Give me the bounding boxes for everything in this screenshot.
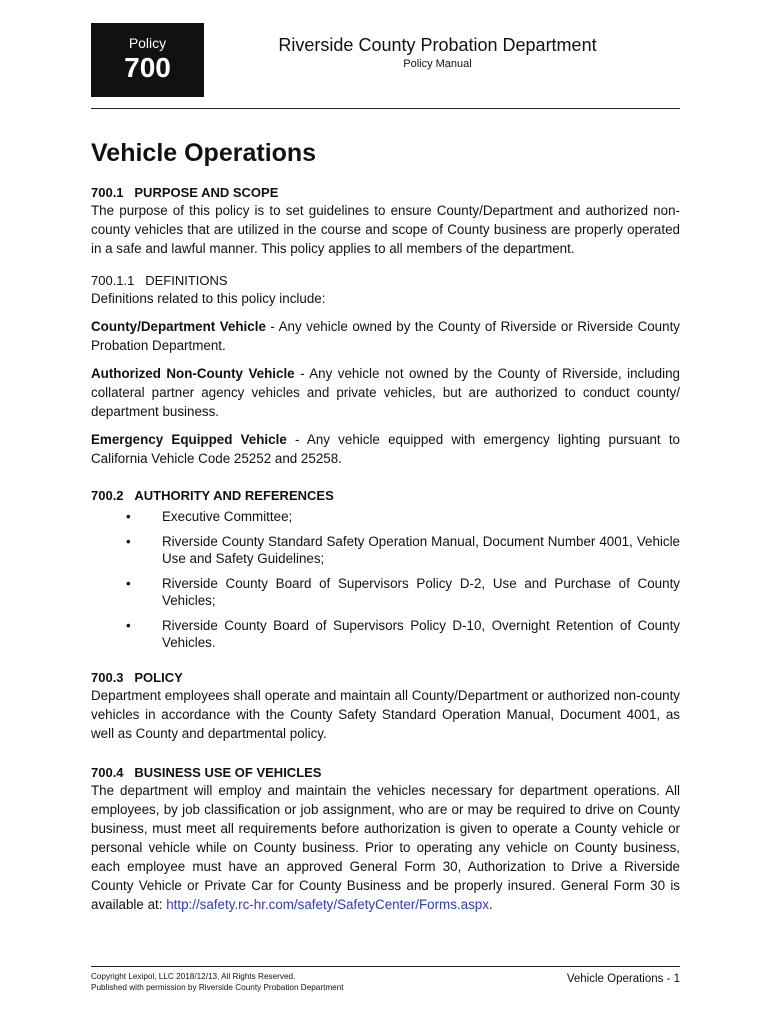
definition-item: [91, 430, 680, 468]
definition-item: [91, 364, 680, 421]
policy-number: 700: [124, 52, 171, 83]
section-number: 700.2: [91, 488, 124, 503]
document-body: [91, 136, 680, 914]
definition-term: County/Department Vehicle: [91, 319, 266, 334]
policy-number-box: [91, 23, 204, 97]
section-heading-700-2: [91, 487, 680, 504]
page-number: Vehicle Operations - 1: [566, 973, 680, 985]
department-title: Riverside County Probation Department: [278, 35, 597, 55]
forms-link[interactable]: http://safety.rc-hr.com/safety/SafetyCenter/Forms.aspx: [166, 897, 489, 912]
section-title: AUTHORITY AND REFERENCES: [134, 488, 334, 503]
definitions-intro: Definitions related to this policy include:: [91, 291, 326, 306]
section-body: The department will employ and maintain the vehicles necessary for department operations. All employees, by job classification or job assignment, who are or may be required to drive on County business, must meet all requirements before authorization is given to operate a County vehicle or personal vehicle while on County business. Prior to operating any vehicle on County business, each employee must have an approved General Form 30, Authorization to Drive a Riverside County Vehicle or Private Car for County Business and be properly insured. General Form 30 is available at:: [91, 783, 680, 912]
list-item: [91, 617, 680, 651]
bullet-icon: •: [126, 618, 131, 633]
subsection-title: DEFINITIONS: [145, 273, 228, 288]
section-heading-700-4: [91, 764, 680, 781]
page-title: Vehicle Operations: [91, 139, 317, 167]
section-text: [91, 781, 680, 914]
references-list: [91, 508, 680, 651]
list-item-text: Riverside County Standard Safety Operation Manual, Document Number 4001, Vehicle Use and Safety Guidelines;: [162, 534, 680, 566]
section-title: PURPOSE AND SCOPE: [134, 185, 279, 200]
list-item: [91, 533, 680, 567]
manual-subtitle: Policy Manual: [403, 58, 472, 70]
sentence-end: .: [488, 897, 493, 912]
permission-text: Published with permission by Riverside County Probation Department: [91, 983, 344, 992]
footer-credits: [91, 971, 351, 993]
definition-text: - Any vehicle owned by the County of Riverside or Riverside County Probation Department.: [91, 319, 680, 353]
header-divider: [91, 108, 680, 109]
bullet-icon: •: [126, 509, 131, 524]
policy-label: Policy: [128, 35, 167, 51]
section-text: Department employees shall operate and maintain all County/Department or authorized non-county vehicles in accordance with the County Safety Standard Operation Manual, Document 4001, as well as County and departmental policy.: [91, 688, 680, 741]
section-number: 700.1: [91, 185, 124, 200]
definition-term: Emergency Equipped Vehicle: [91, 432, 287, 447]
list-item-text: Riverside County Board of Supervisors Policy D-2, Use and Purchase of County Vehicles;: [162, 576, 680, 608]
section-heading-700-1: [91, 184, 680, 201]
definition-text: - Any vehicle equipped with emergency lighting pursuant to California Vehicle Code 25252 and 25258.: [91, 432, 680, 466]
definition-term: Authorized Non-County Vehicle: [91, 366, 295, 381]
list-item-text: Executive Committee;: [162, 509, 293, 524]
section-text: The purpose of this policy is to set guidelines to ensure County/Department and authorized non-county vehicles that are utilized in the course and scope of County business are properly operated in a safe and lawful manner. This policy applies to all members of the department.: [91, 203, 680, 256]
definition-item: [91, 317, 680, 355]
section-heading-700-3: [91, 669, 680, 686]
subsection-heading-700-1-1: [91, 272, 680, 289]
section-number: 700.3: [91, 670, 124, 685]
definition-text: - Any vehicle not owned by the County of Riverside, including collateral partner agency vehicles and private vehicles, but are authorized to conduct county/ department business.: [91, 366, 680, 419]
list-item-text: Riverside County Board of Supervisors Policy D-10, Overnight Retention of County Vehicles.: [162, 618, 680, 650]
footer-divider: [91, 966, 680, 967]
bullet-icon: •: [126, 534, 131, 549]
section-title: BUSINESS USE OF VEHICLES: [134, 765, 322, 780]
subsection-number: 700.1.1: [91, 273, 135, 288]
section-title: POLICY: [134, 670, 183, 685]
section-number: 700.4: [91, 765, 124, 780]
list-item: [91, 508, 680, 525]
copyright-text: Copyright Lexipol, LLC 2018/12/13, All Rights Reserved.: [91, 972, 296, 981]
list-item: [91, 575, 680, 609]
bullet-icon: •: [126, 576, 131, 591]
